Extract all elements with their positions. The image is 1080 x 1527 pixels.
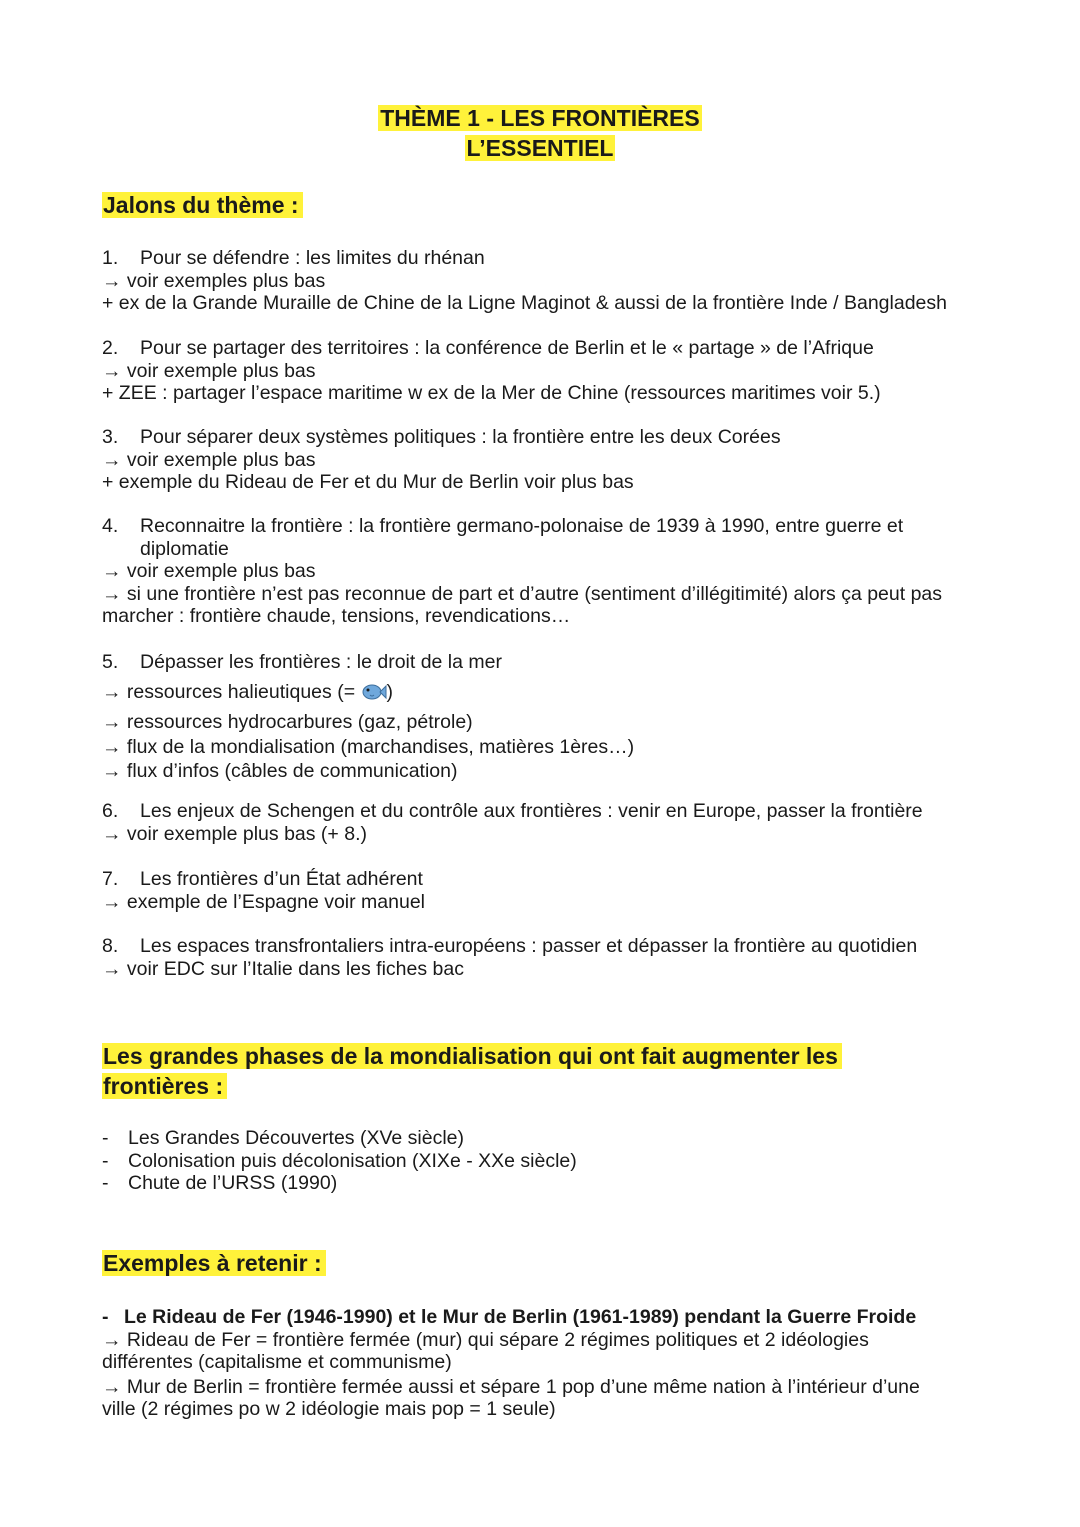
exemples-heading-text: Exemples à retenir : — [102, 1250, 326, 1276]
jalon-item-4 — [102, 515, 1002, 628]
item-number: 2. — [102, 337, 119, 359]
item-line: → ressources hydrocarbures (gaz, pétrole) — [102, 711, 473, 733]
title-line-1: THÈME 1 - LES FRONTIÈRES — [380, 105, 700, 131]
list-item-text: Chute de l’URSS (1990) — [128, 1172, 338, 1194]
item-number: 5. — [102, 651, 119, 673]
item-title: Pour se partager des territoires : la conférence de Berlin et le « partage » de l’Afrique — [140, 337, 874, 359]
item-line: → flux de la mondialisation (marchandises, matières 1ères…) — [102, 735, 635, 758]
item-title: Dépasser les frontières : le droit de la mer — [140, 651, 502, 673]
item-line: → voir EDC sur l’Italie dans les fiches bac — [102, 957, 464, 980]
item-line: → ressources halieutiques (= — [102, 680, 356, 703]
item-line: + ZEE : partager l’espace maritime w ex de la Mer de Chine (ressources maritimes voir 5.) — [102, 382, 881, 404]
list-item-text: Les Grandes Découvertes (XVe siècle) — [128, 1127, 464, 1149]
item-title: Pour se défendre : les limites du rhénan — [140, 247, 485, 269]
phases-heading-line-2: frontières : — [102, 1073, 227, 1099]
jalon-item-2 — [102, 337, 1002, 405]
example-title-text: Le Rideau de Fer (1946-1990) et le Mur de Berlin (1961-1989) pendant la Guerre Froide — [124, 1306, 917, 1328]
fish-icon — [361, 682, 387, 708]
list-item-text: Colonisation puis décolonisation (XIXe - XXe siècle) — [128, 1149, 577, 1172]
item-line: → voir exemple plus bas — [102, 359, 316, 382]
item-line: marcher : frontière chaude, tensions, revendications… — [102, 605, 571, 627]
jalon-item-5 — [102, 651, 1002, 783]
item-title: Pour séparer deux systèmes politiques : la frontière entre les deux Corées — [140, 426, 781, 448]
page-title — [0, 103, 1080, 163]
example-line: → Mur de Berlin = frontière fermée aussi et sépare 1 pop d’une même nation à l’intérieur d’une — [102, 1375, 920, 1398]
phases-heading — [102, 1041, 842, 1101]
item-line: → exemple de l’Espagne voir manuel — [102, 890, 426, 913]
jalon-item-1 — [102, 247, 1002, 315]
item-title: Reconnaitre la frontière : la frontière germano-polonaise de 1939 à 1990, entre guerre et — [140, 515, 904, 537]
phases-list — [102, 1127, 1002, 1195]
item-line: + exemple du Rideau de Fer et du Mur de Berlin voir plus bas — [102, 471, 634, 493]
item-line: → voir exemple plus bas — [102, 448, 316, 471]
item-number: 6. — [102, 800, 119, 822]
close-paren: ) — [386, 680, 394, 703]
jalon-item-7 — [102, 868, 1002, 913]
jalon-item-6 — [102, 800, 1002, 845]
item-title: Les enjeux de Schengen et du contrôle aux frontières : venir en Europe, passer la frontière — [140, 800, 923, 822]
item-line: → voir exemple plus bas (+ 8.) — [102, 822, 367, 845]
example-line: différentes (capitalisme et communisme) — [102, 1351, 452, 1373]
item-number: 8. — [102, 935, 119, 957]
jalons-heading-text: Jalons du thème : — [102, 192, 303, 218]
example-title: - Le Rideau de Fer (1946-1990) et le Mur de Berlin (1961-1989) pendant la Guerre Froide — [102, 1306, 917, 1328]
item-line: → voir exemple plus bas — [102, 560, 316, 582]
item-line: → si une frontière n’est pas reconnue de part et d’autre (sentiment d’illégitimité) alors ça peut pas — [102, 582, 943, 605]
phases-heading-line-1: Les grandes phases de la mondialisation qui ont fait augmenter les — [102, 1043, 842, 1069]
jalons-heading — [102, 190, 303, 220]
list-item: - Les Grandes Découvertes (XVe siècle) — [102, 1127, 464, 1149]
list-item: - Colonisation puis décolonisation (XIXe - XXe siècle) — [102, 1149, 577, 1172]
item-number: 7. — [102, 868, 119, 890]
item-line: → flux d’infos (câbles de communication) — [102, 760, 458, 782]
item-line: + ex de la Grande Muraille de Chine de la Ligne Maginot & aussi de la frontière Inde / Bangladesh — [102, 292, 947, 314]
item-line: → voir exemples plus bas — [102, 269, 326, 292]
example-line: ville (2 régimes po w 2 idéologie mais pop = 1 seule) — [102, 1398, 556, 1420]
item-number: 3. — [102, 426, 119, 448]
item-title: Les espaces transfrontaliers intra-européens : passer et dépasser la frontière au quotidien — [140, 935, 918, 957]
exemples-heading — [102, 1248, 326, 1278]
list-item: - Chute de l’URSS (1990) — [102, 1172, 338, 1194]
jalon-item-8 — [102, 935, 1002, 980]
exemples-content — [102, 1306, 1002, 1421]
item-number: 1. — [102, 247, 119, 269]
item-title: Les frontières d’un État adhérent — [140, 868, 423, 890]
item-title-continued: diplomatie — [140, 537, 229, 560]
jalon-item-3 — [102, 426, 1002, 494]
example-line: → Rideau de Fer = frontière fermée (mur) qui sépare 2 régimes politiques et 2 idéologies — [102, 1328, 869, 1351]
title-line-2: L’ESSENTIEL — [466, 135, 614, 161]
item-number: 4. — [102, 515, 119, 537]
